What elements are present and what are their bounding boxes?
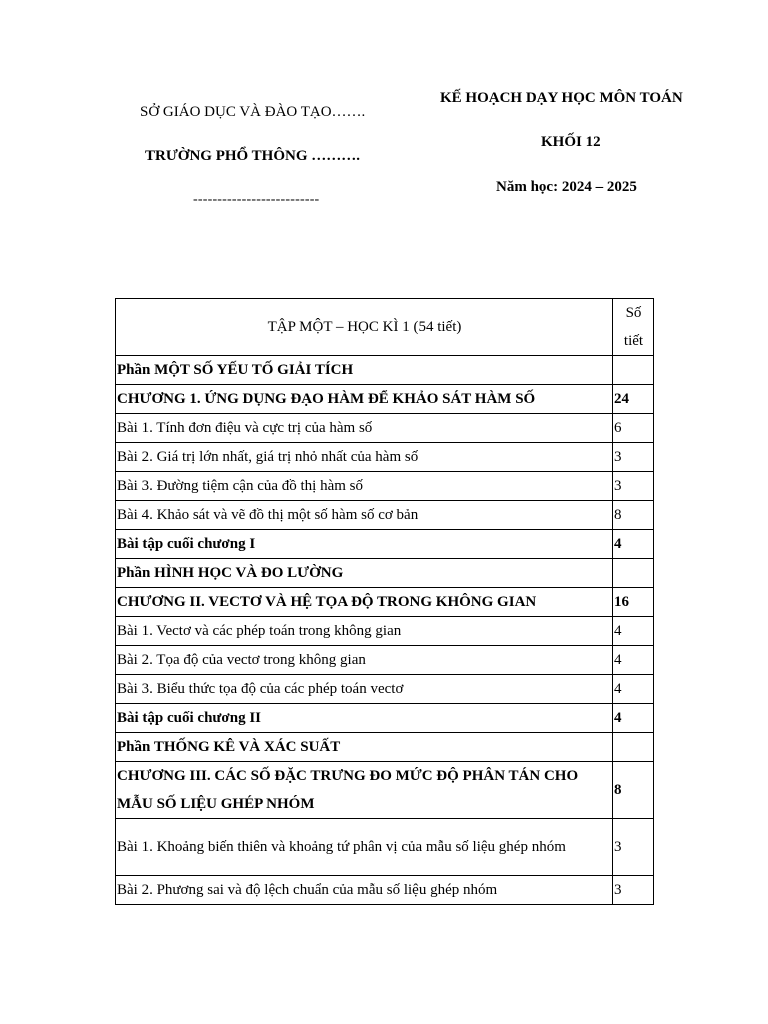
lesson-count-header: Số tiết — [613, 299, 654, 356]
row-lesson-count: 6 — [613, 414, 654, 443]
table-row — [116, 530, 654, 559]
table-row — [116, 646, 654, 675]
row-lesson-count: 3 — [613, 876, 654, 905]
table-row — [116, 762, 654, 819]
table-row — [116, 588, 654, 617]
row-lesson-count: 4 — [613, 617, 654, 646]
row-title: CHƯƠNG III. CÁC SỐ ĐẶC TRƯNG ĐO MỨC ĐỘ PHÂN TÁN CHO MẪU SỐ LIỆU GHÉP NHÓM — [116, 762, 613, 819]
row-title: Bài tập cuối chương II — [116, 704, 613, 733]
row-lesson-count — [613, 733, 654, 762]
row-title: Phần HÌNH HỌC VÀ ĐO LƯỜNG — [116, 559, 613, 588]
school-name: TRƯỜNG PHỔ THÔNG ………. — [145, 148, 361, 164]
row-lesson-count: 8 — [613, 501, 654, 530]
table-row — [116, 704, 654, 733]
table-row — [116, 819, 654, 876]
row-lesson-count: 8 — [613, 762, 654, 819]
row-title: Bài 2. Tọa độ của vectơ trong không gian — [116, 646, 613, 675]
row-title: Bài 1. Vectơ và các phép toán trong không gian — [116, 617, 613, 646]
row-title: Bài 2. Phương sai và độ lệch chuẩn của mẫu số liệu ghép nhóm — [116, 876, 613, 905]
table-row — [116, 385, 654, 414]
row-lesson-count: 3 — [613, 819, 654, 876]
table-row — [116, 617, 654, 646]
row-title: Bài tập cuối chương I — [116, 530, 613, 559]
row-title: Bài 3. Đường tiệm cận của đồ thị hàm số — [116, 472, 613, 501]
table-row — [116, 414, 654, 443]
row-lesson-count: 24 — [613, 385, 654, 414]
row-lesson-count: 3 — [613, 472, 654, 501]
row-title: Phần MỘT SỐ YẾU TỐ GIẢI TÍCH — [116, 356, 613, 385]
table-row — [116, 876, 654, 905]
teaching-plan-table — [115, 298, 654, 905]
row-title: Phần THỐNG KÊ VÀ XÁC SUẤT — [116, 733, 613, 762]
row-title: Bài 2. Giá trị lớn nhất, giá trị nhỏ nhất của hàm số — [116, 443, 613, 472]
row-lesson-count: 3 — [613, 443, 654, 472]
table-row — [116, 559, 654, 588]
row-title: CHƯƠNG 1. ỨNG DỤNG ĐẠO HÀM ĐỂ KHẢO SÁT HÀM SỐ — [116, 385, 613, 414]
plan-title: KẾ HOẠCH DẠY HỌC MÔN TOÁN — [440, 90, 683, 106]
table-row — [116, 472, 654, 501]
header-separator: -------------------------- — [193, 192, 320, 207]
row-lesson-count: 16 — [613, 588, 654, 617]
school-year: Năm học: 2024 – 2025 — [496, 179, 637, 195]
table-row — [116, 501, 654, 530]
row-lesson-count: 4 — [613, 530, 654, 559]
row-title: Bài 1. Tính đơn điệu và cực trị của hàm số — [116, 414, 613, 443]
row-title: Bài 4. Khảo sát và vẽ đồ thị một số hàm số cơ bản — [116, 501, 613, 530]
table-row — [116, 356, 654, 385]
table-row — [116, 443, 654, 472]
table-row — [116, 675, 654, 704]
row-lesson-count: 4 — [613, 646, 654, 675]
row-lesson-count: 4 — [613, 704, 654, 733]
row-title: CHƯƠNG II. VECTƠ VÀ HỆ TỌA ĐỘ TRONG KHÔNG GIAN — [116, 588, 613, 617]
table-row — [116, 733, 654, 762]
row-lesson-count — [613, 559, 654, 588]
row-title: Bài 3. Biểu thức tọa độ của các phép toán vectơ — [116, 675, 613, 704]
row-title: Bài 1. Khoảng biến thiên và khoảng tứ phân vị của mẫu số liệu ghép nhóm — [116, 819, 613, 876]
table-title: TẬP MỘT – HỌC KÌ 1 (54 tiết) — [116, 299, 613, 356]
row-lesson-count: 4 — [613, 675, 654, 704]
row-lesson-count — [613, 356, 654, 385]
department-name: SỞ GIÁO DỤC VÀ ĐÀO TẠO……. — [140, 104, 366, 120]
grade-label: KHỐI 12 — [541, 134, 601, 150]
